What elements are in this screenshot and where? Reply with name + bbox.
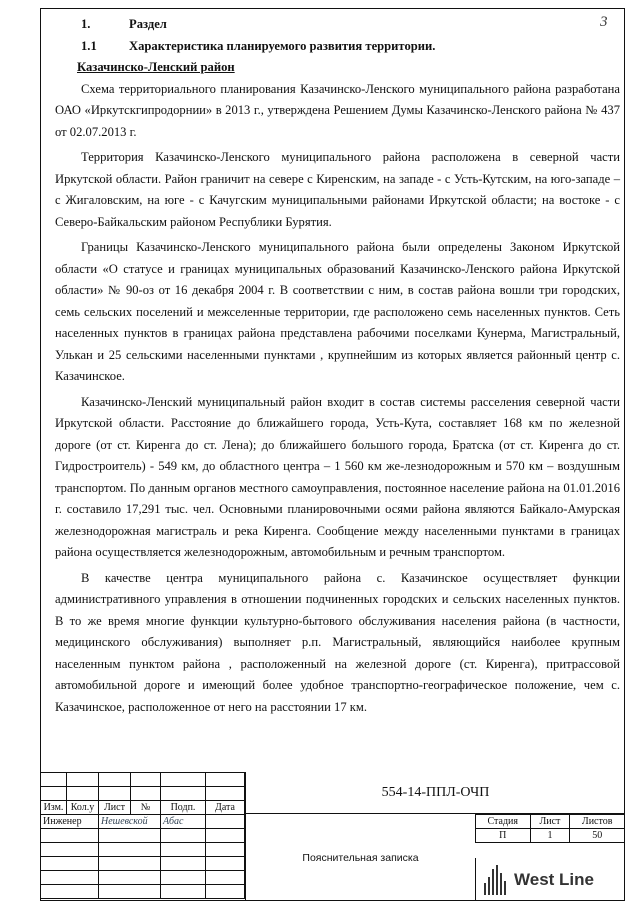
col-podp: Подп. [161,801,206,815]
document-body [55,14,620,718]
subsection-title: Характеристика планируемого развития территории. [129,38,436,53]
section-number: 1. [81,17,91,31]
signature-name: Нешевской [99,815,161,829]
sheet-value: 1 [530,829,570,843]
page-number: 3 [600,14,608,30]
paragraph-5: В качестве центра муниципального района с. Казачинское осуществляет функции административного управления в отношении подчиненных городских и сельских населенных пунктов. В то же время многие функции культурно-бытового обслуживания населения района (в частности, медицинского обслуживания) выполняет р.п. Магистральный, являющийся наиболее крупным населенным пунктом района , расположенный на железной дороге (ст. Киренга), притрассовой автомобильной дороге и имеющий более удобное транспортно-географическое положение, чем с. Казачинское, расположенное от него на расстоянии 17 км. [55,570,620,714]
stage-value: П [476,829,531,843]
sheet-info-table [475,814,625,843]
company-logo [475,858,625,901]
paragraph-1: Схема территориального планирования Казачинско-Ленского муниципального района разработана ОАО «Иркутскгипродорнии» в 2013 г., утверждена Решением Думы Казачинско-Ленского района № 437 от 02.07.2013 г. [55,81,620,139]
col-list: Лист [99,801,131,815]
paragraph-2: Территория Казачинско-Ленского муниципального района расположена в северной части Иркутской области. Район граничит на севере с Киренским, на западе - с Усть-Кутским, на юго-западе – с Жигаловским, на юге - с Качугским муниципальными районами Иркутской области; на востоке - с Северо-Байкальским районом Республики Бурятия. [55,150,620,229]
sheets-value: 50 [570,829,625,843]
title-block [40,772,625,901]
signature-mark: Абас [161,815,206,829]
col-num: № [131,801,161,815]
role-engineer: Инженер [41,815,99,829]
revision-table [40,772,245,899]
section-heading [55,14,620,36]
col-kol: Кол.у [67,801,99,815]
subsection-number: 1.1 [81,38,97,53]
logo-bars-icon [484,865,506,895]
document-description: Пояснительная записка [245,814,475,901]
col-izm: Изм. [41,801,67,815]
document-number: 554-14-ППЛ-ОЧП [245,772,625,814]
paragraph-4: Казачинско-Ленский муниципальный район входит в состав системы расселения северной части Иркутской области. Расстояние до ближайшего города, Усть-Кута, составляет 168 км по железной дороге (от ст. Киренга до ст. Лена); до ближайшего большого города, Братска (от ст. Киренга до ст. Гидростроитель) - 549 км, до областного центра – 1 560 км же-лезнодорожным и 570 км – воздушным транспортом. По данным органов местного самоуправления, постоянное население района на 01.01.2016 г. составило 17,291 тыс. чел. Основными планировочными осями района являются Байкало-Амурская железнодорожная магистраль и река Киренга. Сообщение между населенными пунктами в границах района осуществляется железнодорожным, автомобильным и речным транспортом. [55,394,620,559]
stage-header: Стадия [476,815,531,829]
paragraph-3: Границы Казачинско-Ленского муниципального района были определены Законом Иркутской области «О статусе и границах муниципальных образований Казачинско-Ленского района Иркутской области» № 90-оз от 16 декабря 2004 г. В соответствии с ним, в состав района вошли три городских, семь сельских поселений и межселенные территории, где расположено семь населенных пунктов. Сеть населенных пунктов в границах района представлена рабочими поселками Кунерма, Магистральный, Улькан и 25 сельскими населенными пунктами , крупнейшим из которых является районный центр с. Казачинское. [55,240,620,383]
sheet-header: Лист [530,815,570,829]
col-data: Дата [206,801,245,815]
subsection-heading [55,36,620,58]
district-heading: Казачинско-Ленский район [77,60,235,74]
sheets-header: Листов [570,815,625,829]
section-title: Раздел [129,17,167,31]
company-name: West Line [514,869,594,889]
